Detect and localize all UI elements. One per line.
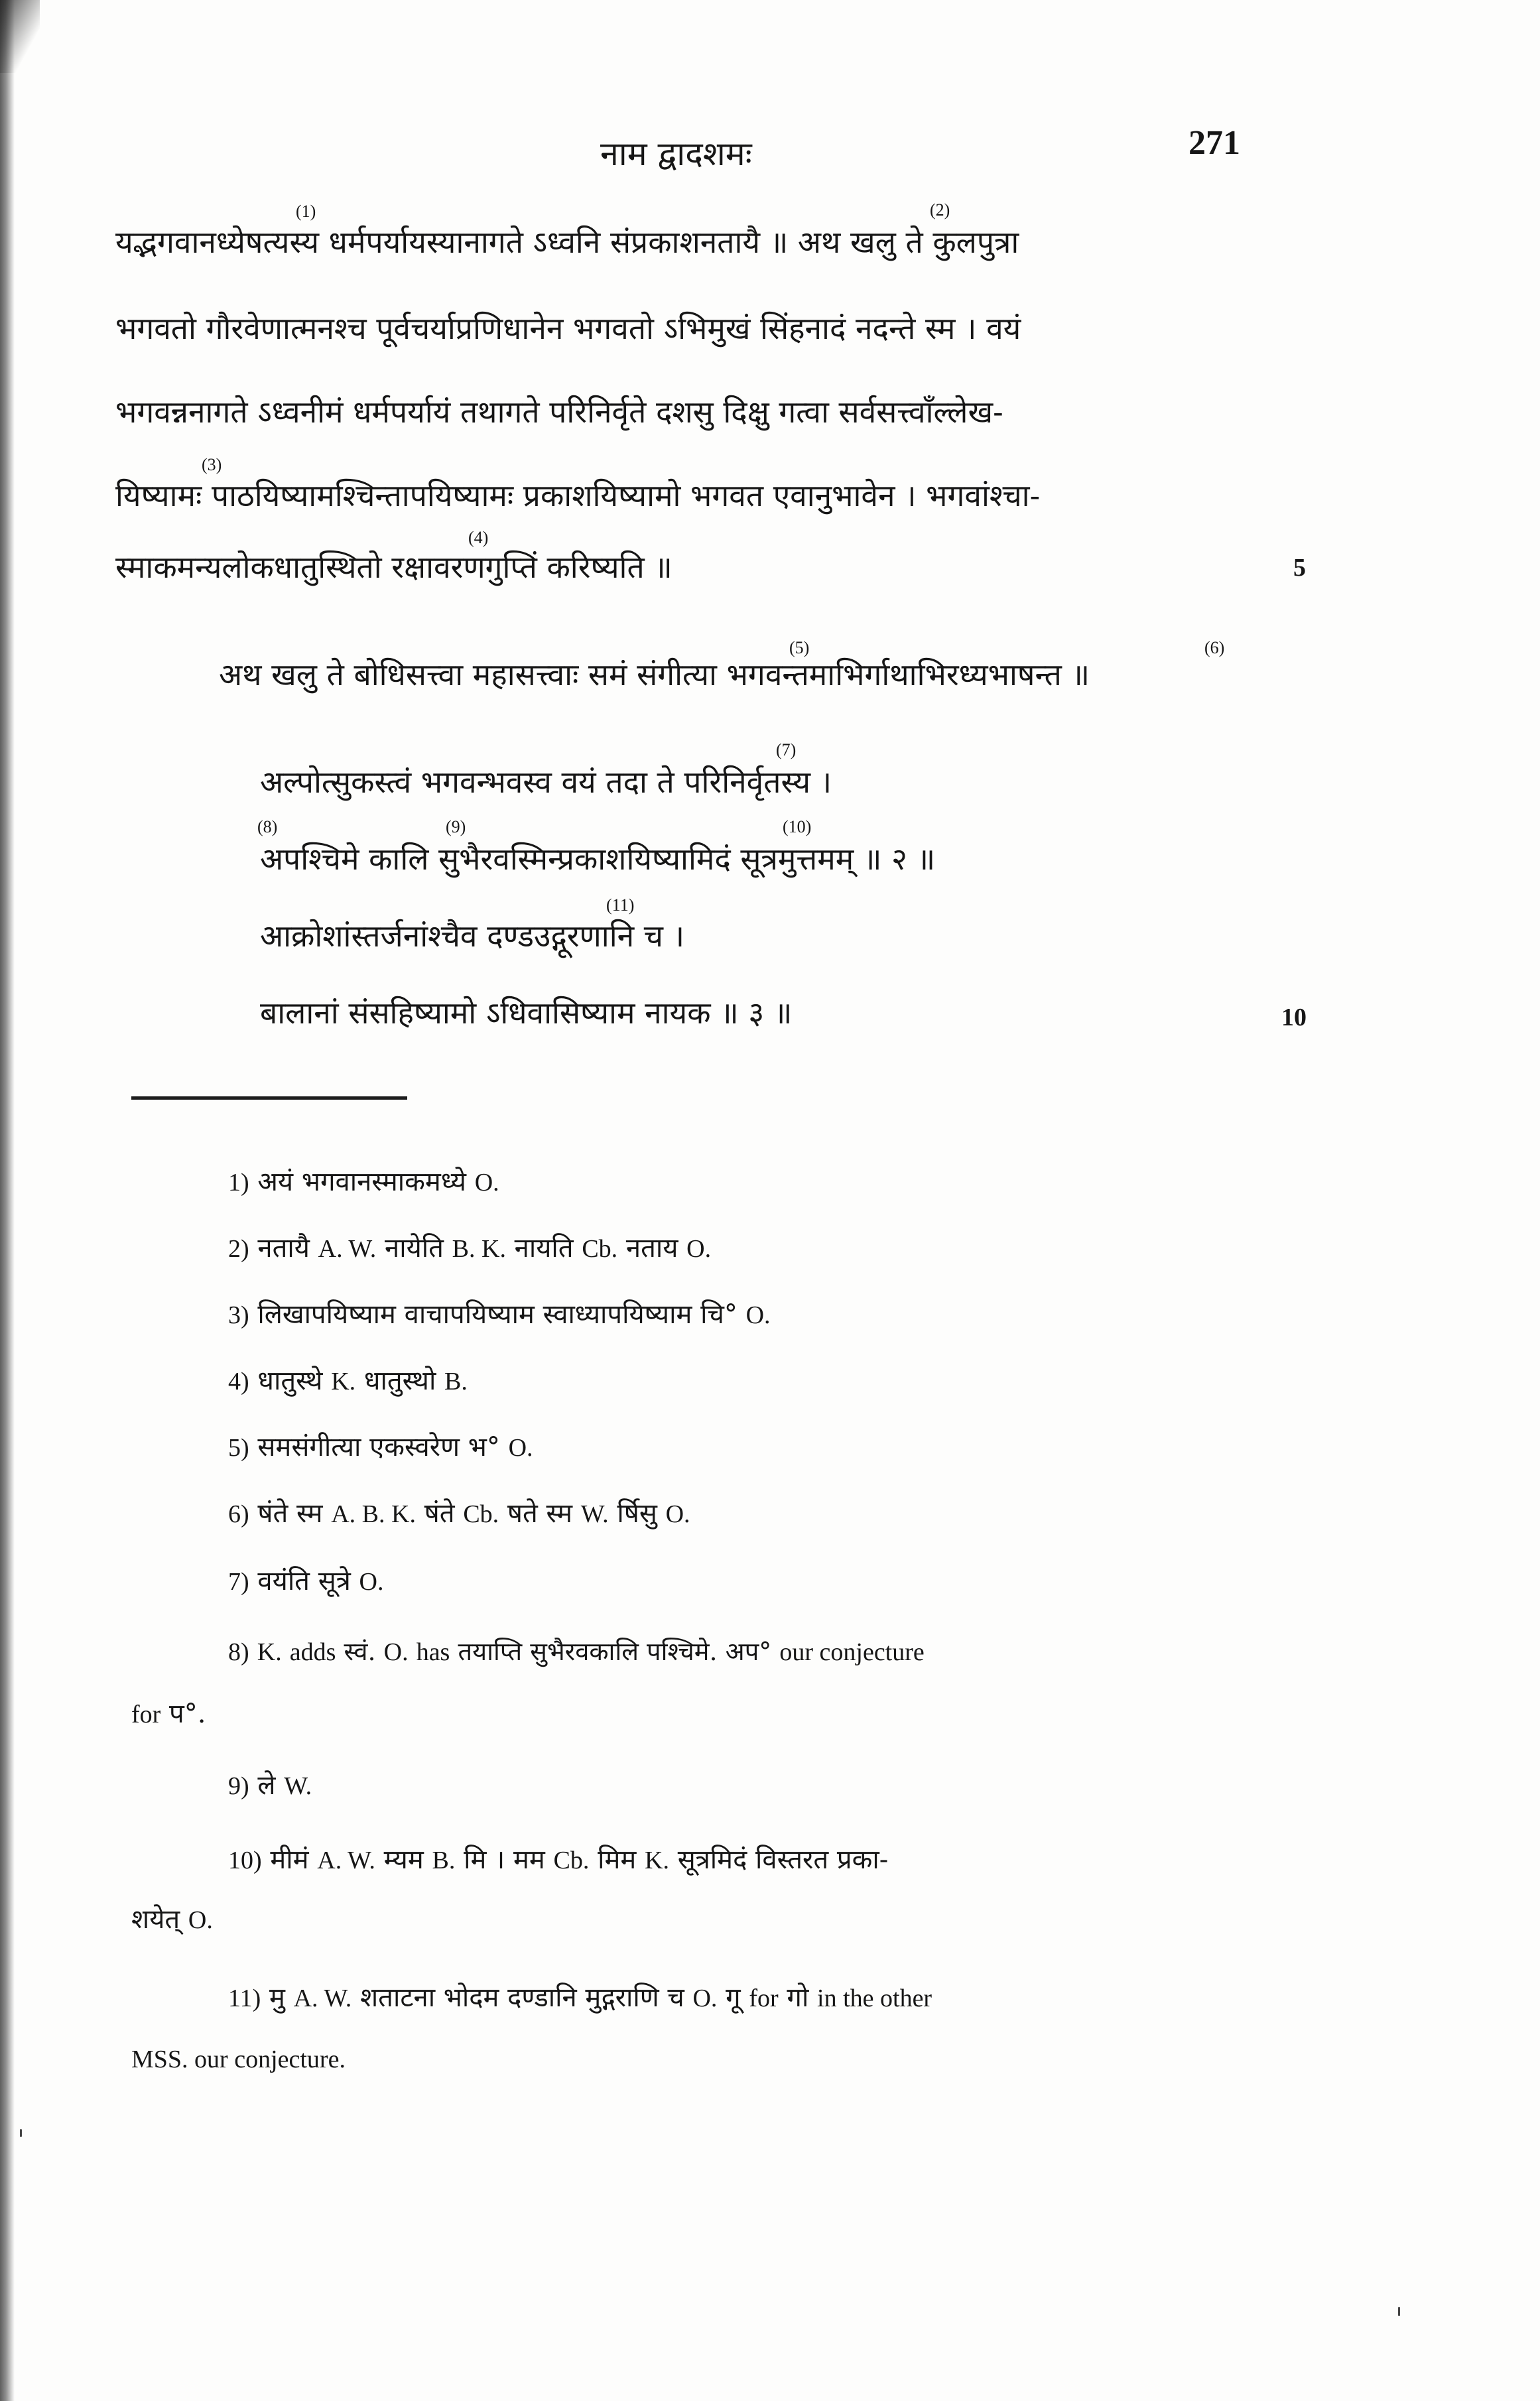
page-corner-shadow <box>0 0 40 73</box>
verse-line-4: बालानां संसहिष्यामो ऽधिवासिष्याम नायक ॥ ३ ॥ <box>260 995 793 1031</box>
footnote-marker: (7) <box>776 740 797 759</box>
footnote-marker: (5) <box>789 638 810 657</box>
footnote-marker: (1) <box>296 202 316 221</box>
footnote-10: 10) मीमं A. W. म्यम B. मि । मम Cb. मिम K. सूत्रमिदं विस्तरत प्रका- <box>228 1845 889 1875</box>
footnote-marker: (10) <box>783 817 812 836</box>
footnote-marker: (6) <box>1204 638 1225 657</box>
margin-line-number: 10 <box>1281 1004 1307 1031</box>
text-line-1: यद्भगवानध्येषत्यस्य धर्मपर्यायस्यानागते ऽध्वनि संप्रकाशनतायै ॥ अथ खलु ते कुलपुत्रा <box>115 224 1019 260</box>
verse-line-1: अल्पोत्सुकस्त्वं भगवन्भवस्व वयं तदा ते परिनिर्वृतस्य । <box>260 764 832 800</box>
running-title: नाम द्वादशमः <box>600 135 752 173</box>
footnote-marker: (4) <box>468 528 489 547</box>
text-line-6: अथ खलु ते बोधिसत्त्वा महासत्त्वाः समं संगीत्या भगवन्तमाभिर्गाथाभिरध्यभाषन्त ॥ <box>219 657 1090 692</box>
footnote-11: 11) मु A. W. शताटना भोदम दण्डानि मुद्गराणि च O. गू for गो in the other <box>228 1982 932 2013</box>
footnote-7: 7) वयंति सूत्रे O. <box>228 1566 384 1596</box>
footnote-8-continued: for प°. <box>131 1699 206 1729</box>
footnote-4: 4) धातुस्थे K. धातुस्थो B. <box>228 1366 468 1396</box>
margin-line-number: 5 <box>1293 554 1306 582</box>
footnote-5: 5) समसंगीत्या एकस्वरेण भ° O. <box>228 1432 533 1462</box>
footnote-6: 6) षंते स्म A. B. K. षंते Cb. षते स्म W. र्षिसु O. <box>228 1498 690 1529</box>
text-line-4: यिष्यामः पाठयिष्यामश्चिन्तापयिष्यामः प्रकाशयिष्यामो भगवत एवानुभावेन । भगवांश्चा- <box>115 478 1041 513</box>
footnote-marker: (9) <box>446 817 466 836</box>
footnote-marker: (11) <box>606 895 635 915</box>
footnote-marker: (8) <box>257 817 278 836</box>
page-number: 271 <box>1188 124 1240 162</box>
footnote-11-continued: MSS. our conjecture. <box>131 2045 346 2073</box>
text-line-5: स्माकमन्यलोकधातुस्थितो रक्षावरणगुप्तिं करिष्यति ॥ <box>115 549 673 585</box>
footnote-marker: (2) <box>930 200 950 220</box>
footnote-marker: (3) <box>202 455 222 474</box>
footnote-2: 2) नतायै A. W. नायेति B. K. नायति Cb. नताय O. <box>228 1233 712 1264</box>
footnote-3: 3) लिखापयिष्याम वाचापयिष्याम स्वाध्यापयिष्याम चि° O. <box>228 1299 771 1330</box>
verse-line-3: आक्रोशांस्तर्जनांश्चैव दण्डउद्गूरणानि च । <box>260 918 685 954</box>
footnote-9: 9) ले W. <box>228 1770 312 1801</box>
footnote-10-continued: शयेत् O. <box>131 1904 213 1935</box>
verse-line-2: अपश्चिमे कालि सुभैरवस्मिन्प्रकाशयिष्यामिदं सूत्रमुत्तमम् ॥ २ ॥ <box>260 841 936 877</box>
scan-speck <box>20 2129 22 2137</box>
footnote-1: 1) अयं भगवानस्माकमध्ये O. <box>228 1167 499 1197</box>
text-line-3: भगवन्ननागते ऽध्वनीमं धर्मपर्यायं तथागते परिनिर्वृते दशसु दिक्षु गत्वा सर्वसत्त्वाँल्लेख- <box>115 394 1003 430</box>
text-line-2: भगवतो गौरवेणात्मनश्च पूर्वचर्याप्रणिधानेन भगवतो ऽभिमुखं सिंहनादं नदन्ते स्म । वयं <box>115 310 1021 346</box>
scan-speck <box>1398 2307 1400 2316</box>
page-edge-shadow <box>0 0 15 2401</box>
footnote-separator <box>131 1096 407 1100</box>
footnote-8: 8) K. adds स्वं. O. has तयाप्ति सुभैरवकालि पश्चिमे. अप° our conjecture <box>228 1637 925 1666</box>
